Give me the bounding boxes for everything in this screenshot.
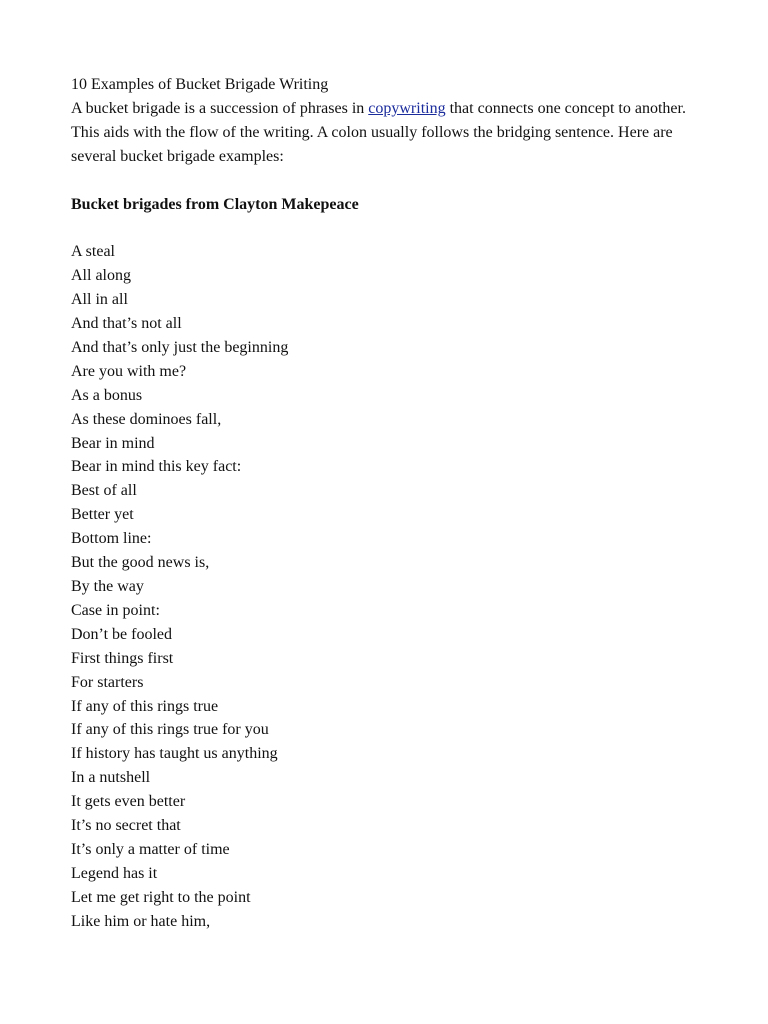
list-item: It’s only a matter of time xyxy=(71,840,230,858)
list-item: As these dominoes fall, xyxy=(71,410,222,428)
list-item: In a nutshell xyxy=(71,769,151,787)
document-title: 10 Examples of Bucket Brigade Writing xyxy=(71,76,329,93)
list-item: Like him or hate him, xyxy=(71,912,211,930)
list-item: All along xyxy=(71,267,131,285)
intro-text-after-link: that connects one concept to another. This aids with the flow of the writing. A colon usually follows the bridging sentence. Here are several bucket brigade examples: xyxy=(71,99,686,165)
section-heading: Bucket brigades from Clayton Makepeace xyxy=(71,195,359,213)
list-item: Don’t be fooled xyxy=(71,625,173,643)
list-item: Best of all xyxy=(71,482,137,500)
list-item: It’s no secret that xyxy=(71,817,181,835)
intro-paragraph xyxy=(71,97,701,169)
list-item: But the good news is, xyxy=(71,554,210,572)
phrase-list xyxy=(71,240,701,933)
list-item: By the way xyxy=(71,578,144,595)
list-item: If any of this rings true for you xyxy=(71,721,269,739)
intro-text-before-link: A bucket brigade is a succession of phrases in xyxy=(71,99,369,117)
list-item: It gets even better xyxy=(71,793,186,811)
list-item: Bottom line: xyxy=(71,530,152,548)
list-item: Case in point: xyxy=(71,601,160,619)
list-item: Bear in mind xyxy=(71,434,155,452)
list-item: As a bonus xyxy=(71,386,143,404)
list-item: And that’s not all xyxy=(71,315,182,333)
list-item: Better yet xyxy=(71,506,134,524)
copywriting-link[interactable]: copywriting xyxy=(368,99,446,117)
list-item: A steal xyxy=(71,243,115,261)
list-item: Bear in mind this key fact: xyxy=(71,458,242,476)
list-item: First things first xyxy=(71,649,174,667)
document-page xyxy=(71,73,701,934)
list-item: Legend has it xyxy=(71,864,158,882)
list-item: Let me get right to the point xyxy=(71,888,251,906)
list-item: Are you with me? xyxy=(71,362,187,380)
list-item: All in all xyxy=(71,291,128,309)
list-item: For starters xyxy=(71,673,144,691)
list-item: If any of this rings true xyxy=(71,697,219,715)
list-item: And that’s only just the beginning xyxy=(71,338,289,356)
list-item: If history has taught us anything xyxy=(71,745,278,763)
